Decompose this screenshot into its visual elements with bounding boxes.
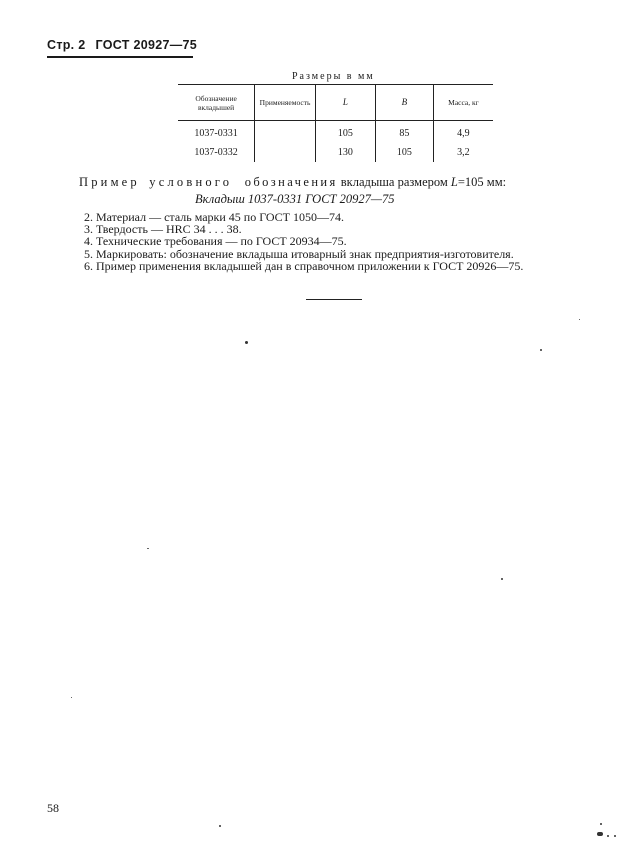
example-lead-word: обозначения — [244, 175, 338, 189]
page-header — [47, 38, 197, 52]
dimensions-table — [178, 84, 493, 162]
designation-example — [79, 175, 506, 190]
list-item: 6. Пример применения вкладышей дан в справочном приложении к ГОСТ 20926—75. — [84, 258, 524, 273]
scan-speck — [147, 548, 149, 549]
end-rule — [306, 299, 362, 300]
scan-speck — [540, 349, 542, 351]
column-header-designation: Обозначение вкладышей — [195, 93, 237, 112]
list-item: 5. Маркировать: обозначение вкладыша итоварный знак предприятия-изготовителя. — [84, 246, 514, 261]
scan-speck — [607, 835, 609, 837]
scan-speck — [614, 835, 616, 837]
example-value: =105 мм: — [457, 175, 507, 189]
table-cell: 1037-0332 — [194, 147, 238, 158]
dimensions-caption: Размеры в мм — [292, 71, 375, 82]
table-cell: 130 — [315, 143, 375, 162]
requirements-list — [84, 211, 523, 272]
scan-speck — [245, 341, 248, 344]
designation-formula: Вкладыш 1037-0331 ГОСТ 20927—75 — [195, 192, 395, 206]
list-item: 4. Технические требования — по ГОСТ 20934—75. — [84, 234, 347, 249]
table-row — [178, 121, 493, 144]
column-header-mass: Масса, кг — [433, 85, 493, 121]
standard-number: ГОСТ 20927—75 — [95, 38, 198, 52]
scan-speck — [597, 832, 603, 836]
table-header-row — [178, 85, 493, 121]
scan-speck — [219, 825, 221, 827]
header-underline — [47, 56, 193, 58]
example-lead-word: условного — [149, 175, 233, 189]
table-cell: 105 — [375, 143, 433, 162]
table-cell: 3,2 — [433, 143, 493, 162]
table-cell — [255, 121, 316, 144]
page-number: 58 — [47, 801, 59, 815]
column-header-b: B — [375, 85, 433, 121]
scan-speck — [71, 697, 72, 698]
example-lead-word: Пример — [79, 175, 140, 189]
list-item: 3. Твердость — HRC 34 . . . 38. — [84, 222, 242, 237]
table-cell: 1037-0331 — [194, 128, 238, 139]
page-label: Стр. 2 — [47, 38, 86, 52]
column-header-l: L — [315, 85, 375, 121]
scan-speck — [579, 319, 580, 320]
table-row — [178, 143, 493, 162]
example-text: вкладыша размером — [340, 175, 448, 189]
table-cell: 105 — [315, 121, 375, 144]
scan-speck — [501, 578, 503, 580]
example-variable: L — [450, 175, 458, 189]
table-cell — [255, 143, 316, 162]
scan-speck — [600, 823, 602, 825]
table-cell: 85 — [375, 121, 433, 144]
column-header-applicability: Применяемость — [255, 85, 316, 121]
table-cell: 4,9 — [433, 121, 493, 144]
list-item: 2. Материал — сталь марки 45 по ГОСТ 1050—74. — [84, 210, 345, 224]
